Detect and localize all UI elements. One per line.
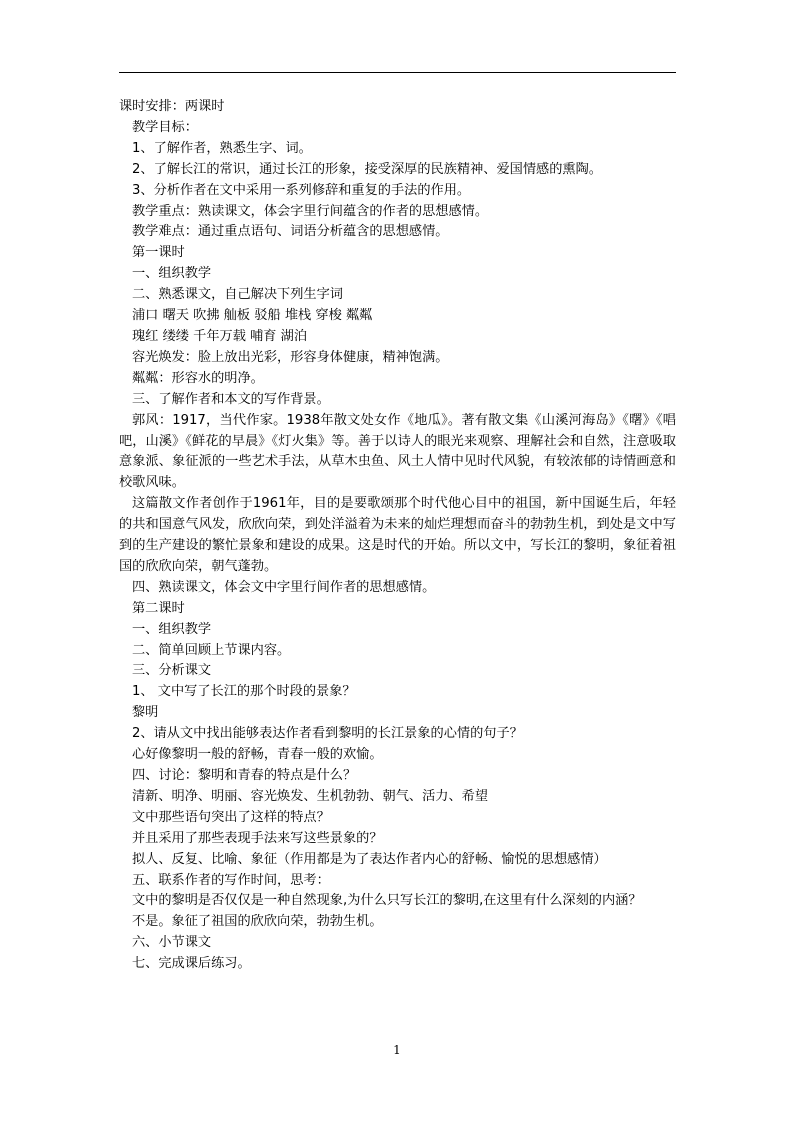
document-body bbox=[119, 97, 684, 975]
text-line: 瑰红 缕缕 千年万载 哺育 湖泊 bbox=[132, 328, 308, 344]
text-line: 二、熟悉课文，自己解决下列生字词 bbox=[132, 287, 343, 303]
paragraph-author-bio: 郭风：1917，当代作家。1938年散文处女作《地瓜》。著有散文集《山溪河海岛》《曙》《唱吧，山溪》《鲜花的早晨》《灯火集》等。善于以诗人的眼光来观察、理解社会和自然，注意吸取意象派、象征派的一些艺术手法，从草木虫鱼、风土人情中见时代风貌，有较浓郁的诗情画意和校歌风味。 bbox=[119, 412, 676, 491]
text-line: 四、讨论：黎明和青春的特点是什么？ bbox=[132, 768, 357, 783]
page-number: 1 bbox=[393, 1043, 401, 1057]
text-line: 第二课时 bbox=[132, 600, 185, 616]
text-line: 并且采用了那些表现手法来写这些景象的？ bbox=[132, 830, 383, 846]
lines-part-1 bbox=[119, 97, 684, 411]
text-line: 教学重点：熟读课文，体会字里行间蕴含的作者的思想感情。 bbox=[132, 203, 489, 219]
text-line: 1、 文中写了长江的那个时段的景象？ bbox=[132, 684, 356, 700]
text-line: 课时安排：两课时 bbox=[119, 99, 225, 114]
text-line: 1、了解作者，熟悉生字、词。 bbox=[132, 140, 312, 156]
text-line: 文中那些语句突出了这样的特点？ bbox=[132, 809, 330, 825]
text-line: 第一课时 bbox=[132, 245, 185, 261]
lines-part-2 bbox=[119, 578, 684, 975]
text-line: 六、小节课文 bbox=[132, 935, 212, 951]
text-line: 三、分析课文 bbox=[132, 663, 212, 679]
text-line: 文中的黎明是否仅仅是一种自然现象,为什么只写长江的黎明,在这里有什么深刻的内涵？ bbox=[132, 893, 642, 909]
text-line: 拟人、反复、比喻、象征（作用都是为了表达作者内心的舒畅、愉悦的思想感情） bbox=[132, 851, 607, 867]
text-line: 浦口 曙天 吹拂 舢板 驳船 堆栈 穿梭 粼粼 bbox=[132, 308, 373, 324]
text-line: 容光焕发：脸上放出光彩，形容身体健康，精神饱满。 bbox=[132, 349, 449, 365]
header-rule bbox=[119, 72, 676, 73]
text-line: 五、联系作者的写作时间，思考： bbox=[132, 872, 330, 888]
text-line: 2、了解长江的常识，通过长江的形象，接受深厚的民族精神、爱国情感的熏陶。 bbox=[132, 161, 602, 177]
text-line: 二、简单回顾上节课内容。 bbox=[132, 642, 291, 658]
text-line: 七、完成课后练习。 bbox=[132, 956, 251, 972]
text-line: 三、了解作者和本文的写作背景。 bbox=[132, 391, 330, 407]
text-line: 粼粼：形容水的明净。 bbox=[132, 370, 264, 386]
text-line: 教学目标： bbox=[132, 119, 198, 135]
text-line: 3、分析作者在文中采用一系列修辞和重复的手法的作用。 bbox=[132, 182, 471, 198]
text-line: 心好像黎明一般的舒畅，青春一般的欢愉。 bbox=[132, 747, 383, 763]
text-line: 四、熟读课文，体会文中字里行间作者的思想感情。 bbox=[132, 579, 436, 595]
text-line: 清新、明净、明丽、容光焕发、生机勃勃、朝气、活力、希望 bbox=[132, 788, 489, 804]
text-line: 不是。象征了祖国的欣欣向荣，勃勃生机。 bbox=[132, 914, 383, 930]
text-line: 2、请从文中找出能够表达作者看到黎明的长江景象的心情的句子？ bbox=[132, 726, 523, 742]
text-line: 一、组织教学 bbox=[132, 266, 212, 282]
text-line: 一、组织教学 bbox=[132, 621, 212, 637]
text-line: 黎明 bbox=[132, 705, 159, 721]
text-line: 教学难点：通过重点语句、词语分析蕴含的思想感情。 bbox=[132, 224, 449, 240]
paragraph-writing-background: 这篇散文作者创作于1961年，目的是要歌颂那个时代他心目中的祖国，新中国诞生后，年轻的共和国意气风发，欣欣向荣，到处洋溢着为未来的灿烂理想而奋斗的勃勃生机，到处是文中写到的生产建设的繁忙景象和建设的成果。这是时代的开始。所以文中，写长江的黎明，象征着祖国的欣欣向荣，朝气蓬勃。 bbox=[119, 496, 676, 574]
